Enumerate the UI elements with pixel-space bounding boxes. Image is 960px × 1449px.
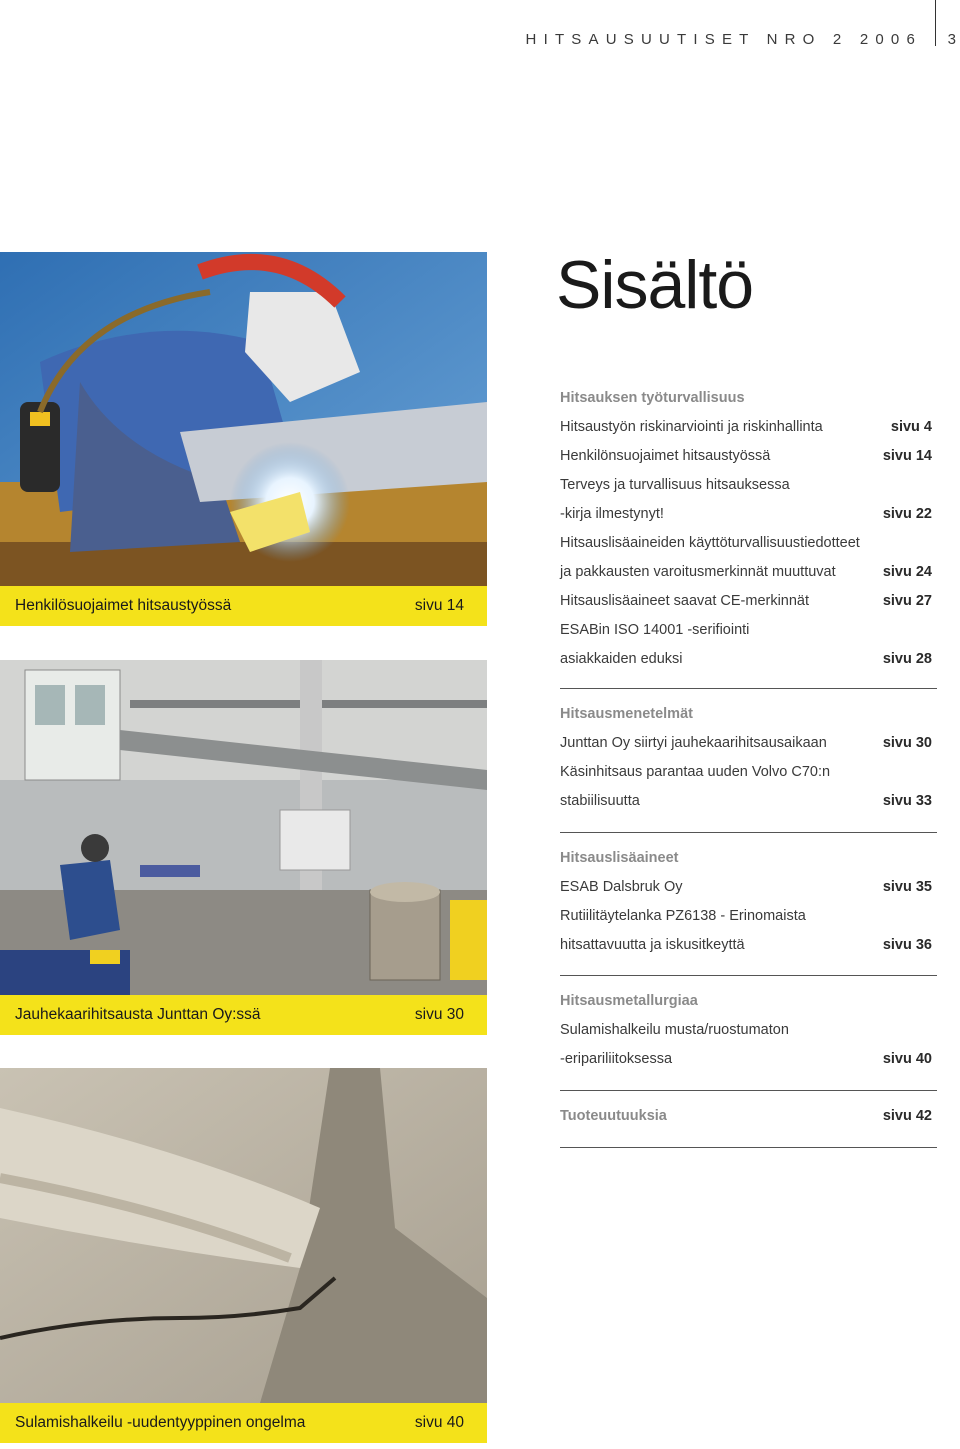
toc-entry[interactable]: Rutiilitäytelanka PZ6138 - Erinomaista <box>560 908 806 924</box>
page-ref: sivu 30 <box>882 735 932 751</box>
toc-entry[interactable]: ESABin ISO 14001 -serifiointi <box>560 622 750 638</box>
toc-section-1 <box>560 384 937 674</box>
section-heading: Hitsauksen työturvallisuus <box>560 390 745 406</box>
toc-entry[interactable]: Hitsauslisäaineiden käyttöturvallisuustiedotteet <box>560 535 860 551</box>
page-ref: sivu 4 <box>890 419 932 435</box>
page-ref: sivu 33 <box>882 793 932 809</box>
weld-crack-photo <box>0 1068 487 1403</box>
section-divider <box>560 1090 937 1091</box>
toc-entry[interactable]: Henkilönsuojaimet hitsaustyössä sivu 14 <box>560 442 937 471</box>
toc-section-2 <box>560 700 937 816</box>
section-heading: Hitsausmetallurgiaa <box>560 993 698 1009</box>
page-ref: sivu 36 <box>882 937 932 953</box>
caption-page: sivu 30 <box>414 1006 464 1023</box>
toc-entry[interactable]: -eripariliitoksessa sivu 40 <box>560 1045 937 1074</box>
toc-entry[interactable]: Hitsauslisäaineet saavat CE-merkinnät sivu 27 <box>560 587 937 616</box>
page-ref: sivu 40 <box>882 1051 932 1067</box>
caption-page: sivu 14 <box>414 597 464 614</box>
page-title: Sisältö <box>556 247 754 323</box>
publication-title: HITSAUSUUTISET NRO 2 2006 <box>525 31 922 48</box>
page-ref: sivu 35 <box>882 879 932 895</box>
toc-section-3 <box>560 844 937 960</box>
section-divider <box>560 832 937 833</box>
section-divider <box>560 688 937 689</box>
photo-caption-3 <box>0 1403 487 1443</box>
section-divider <box>560 1147 937 1148</box>
welder-helmet-photo <box>0 252 487 592</box>
page-ref: sivu 24 <box>882 564 932 580</box>
caption-page: sivu 40 <box>414 1414 464 1431</box>
toc-entry[interactable]: Terveys ja turvallisuus hitsauksessa <box>560 477 790 493</box>
toc-entry[interactable]: ESAB Dalsbruk Oy sivu 35 <box>560 873 937 902</box>
toc-entry[interactable]: Sulamishalkeilu musta/ruostumaton <box>560 1022 789 1038</box>
toc-entry[interactable]: Hitsaustyön riskinarviointi ja riskinhallinta sivu 4 <box>560 413 937 442</box>
caption-text: Sulamishalkeilu -uudentyyppinen ongelma <box>15 1414 306 1431</box>
section-heading: Hitsauslisäaineet <box>560 850 679 866</box>
section-heading: Hitsausmenetelmät <box>560 706 693 722</box>
toc-entry[interactable]: -kirja ilmestynyt! sivu 22 <box>560 500 937 529</box>
toc-entry[interactable]: asiakkaiden eduksi sivu 28 <box>560 645 937 674</box>
toc-entry[interactable]: Junttan Oy siirtyi jauhekaarihitsausaikaan sivu 30 <box>560 729 937 758</box>
caption-text: Henkilösuojaimet hitsaustyössä <box>15 597 232 614</box>
toc-entry[interactable] <box>560 1102 937 1131</box>
running-header <box>0 30 960 54</box>
toc-section-5 <box>560 1102 937 1131</box>
toc-entry[interactable]: Käsinhitsaus parantaa uuden Volvo C70:n <box>560 764 831 780</box>
header-divider <box>935 0 936 46</box>
toc-section-4 <box>560 987 937 1074</box>
toc-entry[interactable]: ja pakkausten varoitusmerkinnät muuttuvat sivu 24 <box>560 558 937 587</box>
section-heading: Tuoteuutuuksia <box>560 1108 667 1124</box>
page-ref: sivu 42 <box>882 1108 932 1124</box>
page-ref: sivu 22 <box>882 506 932 522</box>
factory-welding-photo <box>0 660 487 995</box>
page-ref: sivu 14 <box>882 448 932 464</box>
photo-caption-1 <box>0 586 487 626</box>
caption-text: Jauhekaarihitsausta Junttan Oy:ssä <box>15 1006 261 1023</box>
photo-caption-2 <box>0 995 487 1035</box>
page-number: 3 <box>947 31 956 48</box>
section-divider <box>560 975 937 976</box>
toc-entry[interactable]: hitsattavuutta ja iskusitkeyttä sivu 36 <box>560 931 937 960</box>
page-ref: sivu 28 <box>882 651 932 667</box>
toc-entry[interactable]: stabiilisuutta sivu 33 <box>560 787 937 816</box>
page-ref: sivu 27 <box>882 593 932 609</box>
